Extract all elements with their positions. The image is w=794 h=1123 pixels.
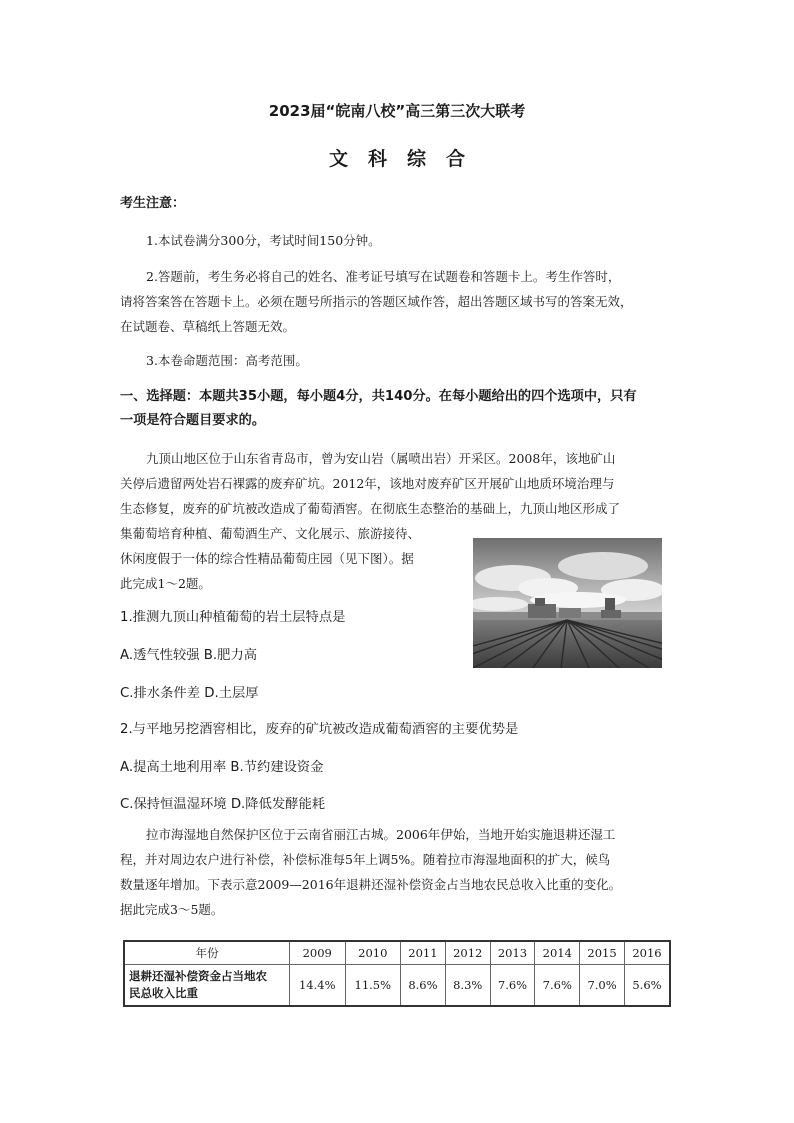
compensation-table — [123, 940, 671, 1007]
year-cell: 2015 — [580, 941, 625, 965]
question-1-options-cd: C.排水条件差 D.土层厚 — [120, 686, 259, 701]
year-cell: 2016 — [624, 941, 670, 965]
notice-item-2 — [120, 264, 680, 339]
year-cell: 2013 — [490, 941, 535, 965]
value-cell: 7.6% — [535, 965, 580, 1007]
value-cell: 11.5% — [345, 965, 401, 1007]
notice-item-3: 3.本卷命题范围：高考范围。 — [146, 353, 308, 368]
passage-1-line-2: 关停后遗留两处岩石裸露的废弃矿坑。2012年，该地对废弃矿区开展矿山地质环境治理与 — [120, 476, 615, 491]
row-label-cell — [124, 965, 290, 1007]
passage-2-line-4: 据此完成3～5题。 — [120, 902, 224, 917]
passage-1-line-4: 集葡萄培育种植、葡萄酒生产、文化展示、旅游接待、 — [120, 526, 421, 541]
year-header-cell: 年份 — [124, 941, 290, 965]
notice-item-2-line-3: 在试题卷、草稿纸上答题无效。 — [120, 319, 296, 334]
passage-1-line-1: 九顶山地区位于山东省青岛市，曾为安山岩（属喷出岩）开采区。2008年，该地矿山 — [146, 451, 616, 466]
section-heading — [120, 385, 680, 433]
question-2-stem: 2.与平地另挖酒窖相比，废弃的矿坑被改造成葡萄酒窖的主要优势是 — [120, 722, 519, 737]
passage-2-line-1: 拉市海湿地自然保护区位于云南省丽江古城。2006年伊始，当地开始实施退耕还湿工 — [146, 827, 616, 842]
passage-1-line-3: 生态修复，废弃的矿坑被改造成了葡萄酒窖。在彻底生态整治的基础上，九顶山地区形成了 — [120, 501, 621, 516]
section-heading-line-1: 一、选择题：本题共35小题，每小题4分，共140分。在每小题给出的四个选项中，只有 — [120, 389, 637, 404]
exam-title: 2023届“皖南八校”高三第三次大联考 — [268, 102, 526, 120]
notice-title: 考生注意： — [120, 196, 186, 211]
table-value-row — [124, 965, 670, 1007]
value-cell: 5.6% — [624, 965, 670, 1007]
value-cell: 7.6% — [490, 965, 535, 1007]
question-1-options-ab: A.透气性较强 B.肥力高 — [120, 648, 258, 663]
year-cell: 2012 — [445, 941, 490, 965]
year-cell: 2009 — [290, 941, 346, 965]
year-cell: 2010 — [345, 941, 401, 965]
year-cell: 2014 — [535, 941, 580, 965]
question-1-stem: 1.推测九顶山种植葡萄的岩土层特点是 — [120, 610, 346, 625]
vineyard-photo — [473, 538, 662, 668]
passage-2-line-3: 数量逐年增加。下表示意2009—2016年退耕还湿补偿资金占当地农民总收入比重的变化。 — [120, 877, 622, 892]
vineyard-photo-image — [473, 538, 662, 668]
notice-item-2-line-2: 请将答案答在答题卡上。必须在题号所指示的答题区域作答，超出答题区域书写的答案无效， — [120, 294, 633, 309]
value-cell: 7.0% — [580, 965, 625, 1007]
table-header-row — [124, 941, 670, 965]
question-2-options-cd: C.保持恒温湿环境 D.降低发酵能耗 — [120, 797, 326, 812]
section-heading-line-2: 一项是符合题目要求的。 — [120, 413, 266, 428]
value-cell: 14.4% — [290, 965, 346, 1007]
year-cell: 2011 — [401, 941, 446, 965]
question-2-options-ab: A.提高土地利用率 B.节约建设资金 — [120, 760, 324, 775]
notice-item-1: 1.本试卷满分300分，考试时间150分钟。 — [146, 233, 381, 248]
passage-1-line-5: 休闲度假于一体的综合性精品葡萄庄园（见下图）。据 — [120, 551, 414, 566]
notice-item-2-line-1: 2.答题前，考生务必将自己的姓名、准考证号填写在试题卷和答题卡上。考生作答时， — [146, 269, 621, 284]
passage-2 — [120, 822, 680, 922]
value-cell: 8.6% — [401, 965, 446, 1007]
value-cell: 8.3% — [445, 965, 490, 1007]
passage-1-line-6: 此完成1～2题。 — [120, 576, 211, 591]
row-label-line-2: 民总收入比重 — [129, 986, 198, 1000]
exam-subject: 文科综合 — [328, 148, 485, 170]
row-label-line-1: 退耕还湿补偿资金占当地农 — [129, 969, 267, 983]
passage-2-line-2: 程，并对周边农户进行补偿，补偿标准每5年上调5%。随着拉市海湿地面积的扩大，候鸟 — [120, 852, 611, 867]
